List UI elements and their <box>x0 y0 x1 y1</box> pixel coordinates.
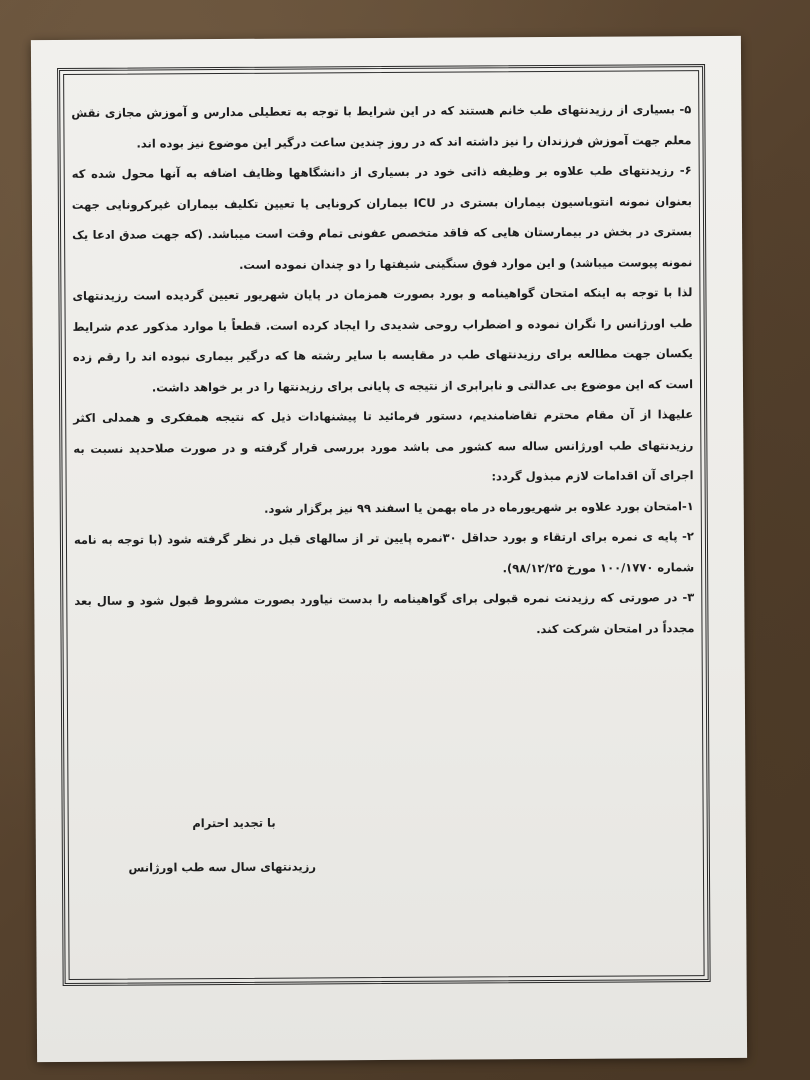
paragraph-board-exam-concern: لذا با توجه به اینکه امتحان گواهینامه و بورد بصورت همزمان در پایان شهریور تعیین گردیده است رزیدنتهای طب اورژانس را نگران نموده و اضطراب روحی شدیدی را ایجاد کرده است. قطعاً با موارد مذکور عدم شرایط یکسان جهت مطالعه برای رزیدنتهای طب در مقایسه با سایر رشته ها که درگیر بیماری نبوده اند را رقم زده است که این موضوع بی عدالتی و نابرابری از نتیجه ی پایانی برای رزیدنتها را در بر خواهد داشت. <box>72 285 694 394</box>
paragraph-request: علیهذا از آن مقام محترم تقاضامندیم، دستور فرمائید تا پیشنهادات ذیل که نتیجه همفکری و همدلی اکثر رزیدنتهای طب اورژانس ساله سه کشور می باشد مورد بررسی قرار گرفته و در صورت صلاحدید نسبت به اجرای آن اقدامات لازم مبذول گردد: <box>73 407 694 484</box>
paragraph-item-6: ۶- رزیدنتهای طب علاوه بر وظیفه ذاتی خود در بسیاری از دانشگاهها وظایف اضافه به آنها محول شده که بعنوان نمونه انتوباسیون بیماران بستری در ICU بیماران کرونایی یا تعیین تکلیف بیماران غیرکرونایی جهت بستری در بخش در بیمارستان هایی که فاقد متخصص عفونی تمام وقت است میباشد. (که جهت صدق ادعا یک نمونه پیوست میباشد) و این موارد فوق سنگینی شیفتها را دو چندان نموده است. <box>71 163 693 272</box>
proposal-1: ۱-امتحان بورد علاوه بر شهریورماه در ماه بهمن یا اسفند ۹۹ نیز برگزار شود. <box>264 498 694 516</box>
signature-line: رزیدنتهای سال سه طب اورژانس <box>128 859 316 875</box>
proposal-3: ۳- در صورتی که رزیدنت نمره قبولی برای گواهینامه را بدست نیاورد بصورت مشروط قبول شود و سال بعد مجدداً در امتحان شرکت کند. <box>74 590 695 636</box>
proposal-2: ۲- پایه ی نمره برای ارتقاء و بورد حداقل ۳۰نمره پایین تر از سالهای قبل در نظر گرفته شود (با توجه به نامه شماره ۱۰۰/۱۷۷۰ مورخ ۹۸/۱۲/۲۵). <box>73 529 695 575</box>
document-paper <box>31 36 747 1062</box>
closing-greeting: با تجدید احترام <box>192 815 276 831</box>
paragraph-item-5: ۵- بسیاری از رزیدنتهای طب خانم هستند که در این شرایط با توجه به تعطیلی مدارس و آموزش مجازی نقش معلم جهت آموزش فرزندان را نیز داشته اند که در روز چندین ساعت درگیر این موضوع نیز بوده اند. <box>71 102 692 151</box>
closing-block <box>56 800 317 890</box>
letter-body <box>71 94 694 647</box>
